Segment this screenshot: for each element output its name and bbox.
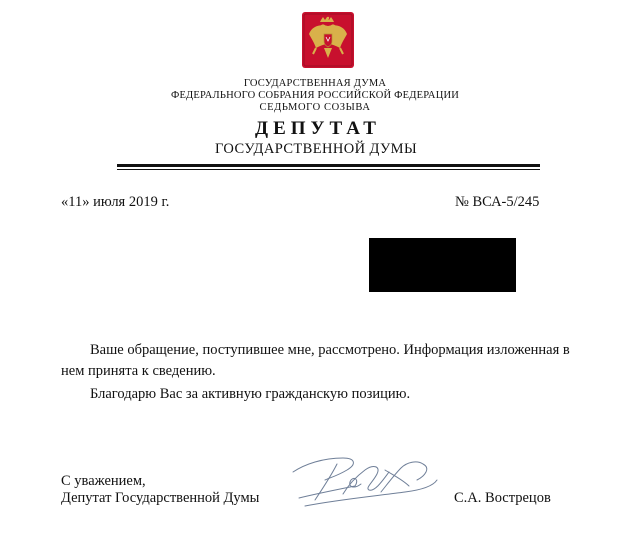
header-divider-thick <box>117 164 540 167</box>
letter-date: «11» июля 2019 г. <box>61 194 170 210</box>
russian-coat-of-arms-icon <box>302 12 354 68</box>
org-line-federal-assembly: ФЕДЕРАЛЬНОГО СОБРАНИЯ РОССИЙСКОЙ ФЕДЕРАЦИИ <box>170 90 460 101</box>
signer-position: Депутат Государственной Думы <box>61 490 260 506</box>
org-line-convocation: СЕДЬМОГО СОЗЫВА <box>259 102 371 113</box>
letterhead-title: ДЕПУТАТ <box>255 118 381 139</box>
body-paragraph-2: Благодарю Вас за активную гражданскую позицию. <box>90 386 411 402</box>
body-paragraph-1-line-2: нем принята к сведению. <box>61 363 216 379</box>
body-paragraph-1-line-1: Ваше обращение, поступившее мне, рассмотрено. Информация изложенная в <box>90 342 570 358</box>
header-divider-thin <box>117 169 540 170</box>
letterhead-subtitle: ГОСУДАРСТВЕННОЙ ДУМЫ <box>215 141 417 157</box>
signer-name: С.А. Вострецов <box>454 490 551 506</box>
redacted-addressee <box>369 238 516 292</box>
letter-number: № ВСА-5/245 <box>455 194 540 210</box>
closing-salutation: С уважением, <box>61 473 146 489</box>
org-line-duma: ГОСУДАРСТВЕННАЯ ДУМА <box>243 78 387 89</box>
handwritten-signature-icon <box>285 450 445 512</box>
